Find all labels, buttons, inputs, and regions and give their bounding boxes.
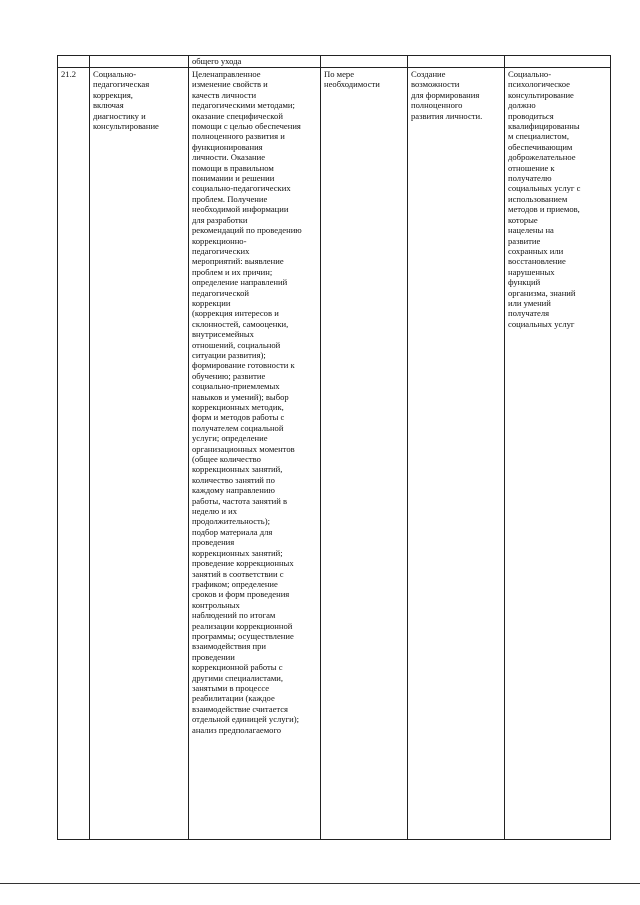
text-line: подбор материала для (192, 526, 273, 537)
text-line: графиком; определение (192, 578, 278, 589)
text-line: взаимодействия при (192, 641, 266, 652)
text-line: обеспечивающим (508, 141, 573, 152)
text-line: сохранных или (508, 245, 564, 256)
text-line: личности. Оказание (192, 152, 266, 163)
text-line: социальных услуг (508, 318, 575, 329)
text-line: для разработки (192, 214, 248, 225)
text-line: развития личности. (411, 110, 483, 121)
text-line: социально-приемлемых (192, 381, 280, 392)
row-number: 21.2 (61, 69, 77, 79)
text-line: формирование готовности к (192, 360, 295, 371)
text-line: коррекционных занятий, (192, 464, 283, 475)
text-line: использованием (508, 193, 568, 204)
text-line: консультирование (508, 89, 574, 100)
text-line: реализации коррекционной (192, 620, 293, 631)
expected-result (411, 69, 501, 121)
text-line: мероприятий: выявление (192, 256, 284, 267)
text-line: функционирования (192, 141, 263, 152)
table-row-previous (58, 56, 611, 68)
text-line: Социально- (93, 69, 137, 79)
text-line: получателя (508, 308, 550, 319)
text-line: коррекционной работы с (192, 662, 283, 673)
text-line: возможности (411, 79, 460, 90)
text-line: По мере (324, 69, 355, 79)
text-line: полноценного (411, 100, 463, 111)
text-line: коррекция, (93, 89, 133, 100)
text-line: функций (508, 277, 541, 288)
cell-conditions (505, 68, 611, 840)
cell-empty (90, 56, 189, 68)
cell-empty (321, 56, 408, 68)
text-line: внутрисемейных (192, 329, 254, 340)
cell-empty (58, 56, 90, 68)
text-line: методов и приемов, (508, 204, 580, 215)
text-line: обучению; развитие (192, 370, 266, 381)
text-line: отношение к (508, 162, 555, 173)
text-line: понимании и решении (192, 173, 275, 184)
cell-expected-result (408, 68, 505, 840)
text-line: должно (508, 100, 536, 111)
conditions (508, 69, 607, 329)
text-line: Создание (411, 69, 446, 79)
text-line: каждому направлению (192, 485, 275, 496)
text-line: форм и методов работы с (192, 412, 285, 423)
text-line: коррекционных занятий; (192, 547, 283, 558)
description-tail-text: общего ухода (192, 56, 242, 66)
text-line: организационных моментов (192, 443, 295, 454)
text-line: ситуации развития); (192, 349, 266, 360)
cell-service-description (189, 68, 321, 840)
text-line: другими специалистами, (192, 672, 284, 683)
text-line: социально-педагогических (192, 183, 291, 194)
text-line: педагогическая (93, 79, 150, 90)
service-name (93, 69, 185, 131)
text-line: квалифицированны (508, 121, 580, 132)
text-line: м специалистом, (508, 131, 569, 142)
cell-frequency (321, 68, 408, 840)
text-line: занятыми в процессе (192, 682, 270, 693)
text-line: проблем. Получение (192, 193, 268, 204)
text-line: (общее количество (192, 454, 261, 465)
text-line: рекомендаций по проведению (192, 225, 302, 236)
text-line: включая (93, 100, 124, 111)
text-line: коррекции (192, 297, 231, 308)
text-line: (коррекция интересов и (192, 308, 279, 319)
text-line: наблюдений по итогам (192, 610, 276, 621)
text-line: проблем и их причин; (192, 266, 273, 277)
text-line: продолжительность); (192, 516, 270, 527)
text-line: неделю и их (192, 506, 237, 517)
text-line: социальных услуг с (508, 183, 581, 194)
text-line: определение направлений (192, 277, 288, 288)
frequency (324, 69, 404, 90)
text-line: диагностику и (93, 110, 146, 121)
text-line: сроков и форм проведения (192, 589, 290, 600)
text-line: необходимой информации (192, 204, 289, 215)
text-line: проведение коррекционных (192, 558, 294, 569)
text-line: реабилитации (каждое (192, 693, 275, 704)
text-line: контрольных (192, 599, 240, 610)
text-line: получателем социальной (192, 422, 284, 433)
page-bottom-rule (0, 883, 640, 884)
text-line: проведении (192, 651, 235, 662)
text-line: педагогическими методами; (192, 100, 295, 111)
text-line: доброжелательное (508, 152, 576, 163)
text-line: помощи в правильном (192, 162, 274, 173)
text-line: работы, частота занятий в (192, 495, 288, 506)
text-line: склонностей, самооценки, (192, 318, 289, 329)
text-line: изменение свойств и (192, 79, 268, 90)
text-line: нацелены на (508, 225, 554, 236)
text-line: для формирования (411, 89, 480, 100)
text-line: или умений (508, 297, 551, 308)
table-row (58, 68, 611, 840)
text-line: педагогических (192, 245, 250, 256)
text-line: оказание специфической (192, 110, 283, 121)
cell-empty (505, 56, 611, 68)
text-line: нарушенных (508, 266, 555, 277)
text-line: психологическое (508, 79, 570, 90)
text-line: взаимодействие считается (192, 703, 289, 714)
text-line: навыков и умений); выбор (192, 391, 289, 402)
text-line: отдельной единицей услуги); (192, 714, 299, 725)
text-line: Целенаправленное (192, 69, 261, 79)
text-line: восстановление (508, 256, 566, 267)
cell-empty (408, 56, 505, 68)
text-line: коррекционных методик, (192, 402, 284, 412)
text-line: помощи с целью обеспечения (192, 121, 301, 132)
text-line: педагогической (192, 287, 250, 298)
text-line: организма, знаний (508, 287, 576, 298)
text-line: качеств личности (192, 89, 257, 100)
text-line: проведения (192, 537, 235, 548)
text-line: необходимости (324, 79, 380, 90)
text-line: услуги; определение (192, 433, 268, 444)
text-line: количество занятий по (192, 474, 275, 485)
services-table (57, 55, 611, 840)
text-line: Социально- (508, 69, 552, 79)
cell-description-tail (189, 56, 321, 68)
text-line: развитие (508, 235, 541, 246)
text-line: отношений, социальной (192, 339, 281, 350)
text-line: проводиться (508, 110, 554, 121)
service-description (192, 69, 317, 735)
text-line: которые (508, 214, 538, 225)
text-line: консультирование (93, 121, 159, 132)
text-line: коррекционно- (192, 235, 247, 246)
cell-service-name (90, 68, 189, 840)
text-line: полноценного развития и (192, 131, 285, 142)
text-line: программы; осуществление (192, 630, 294, 641)
text-line: занятий в соответствии с (192, 568, 284, 579)
text-line: анализ предполагаемого (192, 724, 282, 735)
cell-number (58, 68, 90, 840)
text-line: получателю (508, 173, 552, 184)
